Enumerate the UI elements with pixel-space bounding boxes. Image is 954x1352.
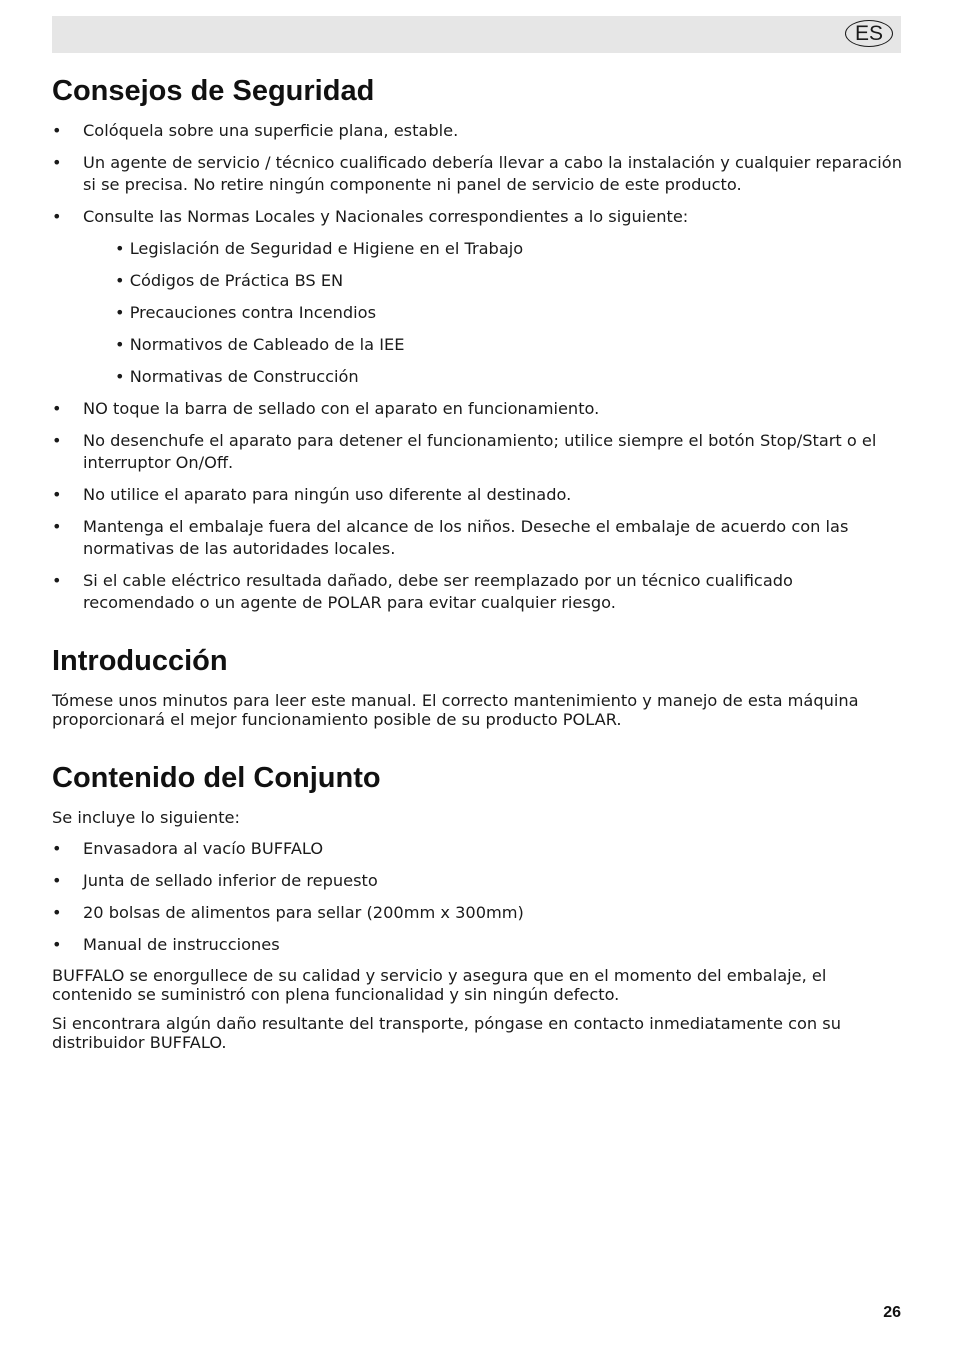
page-number: 26 (883, 1304, 901, 1321)
list-item: • NO toque la barra de sellado con el aparato en funcionamiento. (52, 399, 600, 418)
list-item: • Un agente de servicio / técnico cualificado debería llevar a cabo la instalación y cualquier reparación si se precisa. No retire ningún componente ni panel de servicio de este producto. (52, 153, 902, 194)
safety-section (52, 70, 902, 614)
safety-list (52, 120, 902, 228)
list-item: • Consulte las Normas Locales y Nacionales correspondientes a lo siguiente: (52, 207, 689, 226)
list-item: • Junta de sellado inferior de repuesto (52, 871, 378, 890)
bullet-icon: • (52, 121, 62, 140)
introduction-section (52, 640, 902, 729)
list-item: • No desenchufe el aparato para detener el funcionamiento; utilice siempre el botón Stop/Start o el interruptor On/Off. (52, 431, 877, 472)
contents-section (52, 757, 902, 1052)
quality-paragraph: BUFFALO se enorgullece de su calidad y servicio y asegura que en el momento del embalaje, el contenido se suministró con plena funcionalidad y sin ningún defecto. (52, 966, 827, 1004)
language-badge: ES (845, 20, 893, 47)
sub-list-item: • Normativas de Construcción (115, 367, 359, 386)
sub-list-item: • Normativos de Cableado de la IEE (115, 335, 405, 354)
introduction-title: Introducción (52, 645, 228, 677)
bullet-icon: • (52, 485, 62, 504)
bullet-icon: • (52, 207, 62, 226)
list-item: • 20 bolsas de alimentos para sellar (200mm x 300mm) (52, 903, 524, 922)
bullet-icon: • (52, 571, 62, 590)
contents-list (52, 838, 902, 956)
bullet-icon: • (52, 399, 62, 418)
list-item: • Colóquela sobre una superficie plana, estable. (52, 121, 459, 140)
bullet-icon: • (52, 903, 62, 922)
list-item: • Si el cable eléctrico resultada dañado, debe ser reemplazado por un técnico cualificado recomendado o un agente de POLAR para evitar cualquier riesgo. (52, 571, 793, 612)
sub-list-item: • Códigos de Práctica BS EN (115, 271, 344, 290)
damage-paragraph: Si encontrara algún daño resultante del transporte, póngase en contacto inmediatamente con su distribuidor BUFFALO. (52, 1014, 841, 1052)
list-item: • No utilice el aparato para ningún uso diferente al destinado. (52, 485, 572, 504)
safety-title: Consejos de Seguridad (52, 75, 375, 107)
bullet-icon: • (52, 431, 62, 450)
header-bar (52, 16, 901, 53)
page-content (52, 70, 902, 1062)
bullet-icon: • (52, 935, 62, 954)
contents-title: Contenido del Conjunto (52, 762, 381, 794)
contents-lead: Se incluye lo siguiente: (52, 808, 240, 827)
list-item: • Envasadora al vacío BUFFALO (52, 839, 324, 858)
bullet-icon: • (52, 839, 62, 858)
bullet-icon: • (52, 517, 62, 536)
list-item: • Manual de instrucciones (52, 935, 280, 954)
bullet-icon: • (52, 153, 62, 172)
sub-list-item: • Precauciones contra Incendios (115, 303, 376, 322)
introduction-paragraph: Tómese unos minutos para leer este manual. El correcto mantenimiento y manejo de esta máquina proporcionará el mejor funcionamiento posible de su producto POLAR. (52, 691, 859, 729)
sub-list-item: • Legislación de Seguridad e Higiene en el Trabajo (115, 239, 524, 258)
safety-list-continued (52, 398, 902, 614)
bullet-icon: • (52, 871, 62, 890)
list-item: • Mantenga el embalaje fuera del alcance de los niños. Deseche el embalaje de acuerdo con las normativas de las autoridades locales. (52, 517, 849, 558)
regulations-sublist (52, 238, 902, 388)
